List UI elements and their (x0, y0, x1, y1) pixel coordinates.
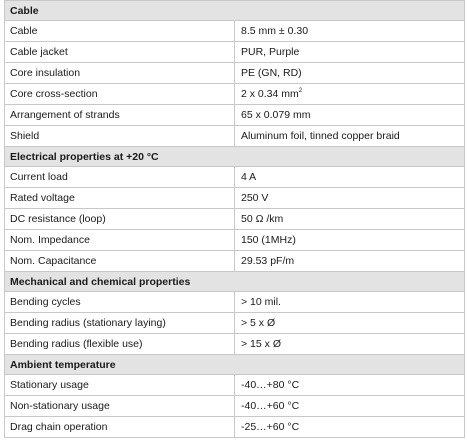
spec-label: Nom. Capacitance (5, 251, 235, 272)
spec-value: 29.53 pF/m (235, 251, 465, 272)
spec-label: DC resistance (loop) (5, 209, 235, 230)
spec-label: Non-stationary usage (5, 396, 235, 417)
spec-label: Arrangement of strands (5, 105, 235, 126)
spec-label: Nom. Impedance (5, 230, 235, 251)
spec-row (5, 375, 465, 396)
spec-value: > 5 x Ø (235, 313, 465, 334)
spec-label: Bending radius (flexible use) (5, 334, 235, 355)
spec-label: Bending radius (stationary laying) (5, 313, 235, 334)
spec-value-text: 2 x 0.34 mm (241, 88, 299, 100)
spec-row (5, 396, 465, 417)
section-title: Ambient temperature (5, 355, 465, 375)
spec-row (5, 63, 465, 84)
section-title: Electrical properties at +20 °C (5, 147, 465, 167)
spec-value: 150 (1MHz) (235, 230, 465, 251)
spec-row (5, 105, 465, 126)
spec-label: Current load (5, 167, 235, 188)
spec-row (5, 84, 465, 105)
spec-value: > 15 x Ø (235, 334, 465, 355)
spec-row (5, 251, 465, 272)
spec-row (5, 126, 465, 147)
spec-row (5, 42, 465, 63)
section-title: Cable (5, 1, 465, 21)
spec-value: 65 x 0.079 mm (235, 105, 465, 126)
spec-label: Shield (5, 126, 235, 147)
spec-value: 50 Ω /km (235, 209, 465, 230)
section-header (5, 272, 465, 292)
spec-label: Drag chain operation (5, 417, 235, 438)
spec-label: Rated voltage (5, 188, 235, 209)
spec-row (5, 292, 465, 313)
spec-value: -40…+60 °C (235, 396, 465, 417)
spec-row (5, 188, 465, 209)
spec-value: Aluminum foil, tinned copper braid (235, 126, 465, 147)
spec-value: 250 V (235, 188, 465, 209)
spec-value: PE (GN, RD) (235, 63, 465, 84)
cable-spec-table (4, 0, 465, 438)
spec-row (5, 313, 465, 334)
spec-row (5, 167, 465, 188)
superscript: 2 (298, 88, 303, 94)
section-header (5, 1, 465, 21)
spec-label: Core insulation (5, 63, 235, 84)
spec-row (5, 209, 465, 230)
spec-value: 4 A (235, 167, 465, 188)
spec-value: > 10 mil. (235, 292, 465, 313)
spec-label: Cable jacket (5, 42, 235, 63)
spec-value: -25…+60 °C (235, 417, 465, 438)
spec-value: 8.5 mm ± 0.30 (235, 21, 465, 42)
section-header (5, 355, 465, 375)
spec-label: Stationary usage (5, 375, 235, 396)
spec-label: Core cross-section (5, 84, 235, 105)
spec-label: Cable (5, 21, 235, 42)
spec-row (5, 417, 465, 438)
spec-row (5, 230, 465, 251)
section-header (5, 147, 465, 167)
spec-row (5, 21, 465, 42)
spec-row (5, 334, 465, 355)
spec-label: Bending cycles (5, 292, 235, 313)
spec-value (235, 84, 465, 105)
spec-value: PUR, Purple (235, 42, 465, 63)
section-title: Mechanical and chemical properties (5, 272, 465, 292)
spec-value: -40…+80 °C (235, 375, 465, 396)
